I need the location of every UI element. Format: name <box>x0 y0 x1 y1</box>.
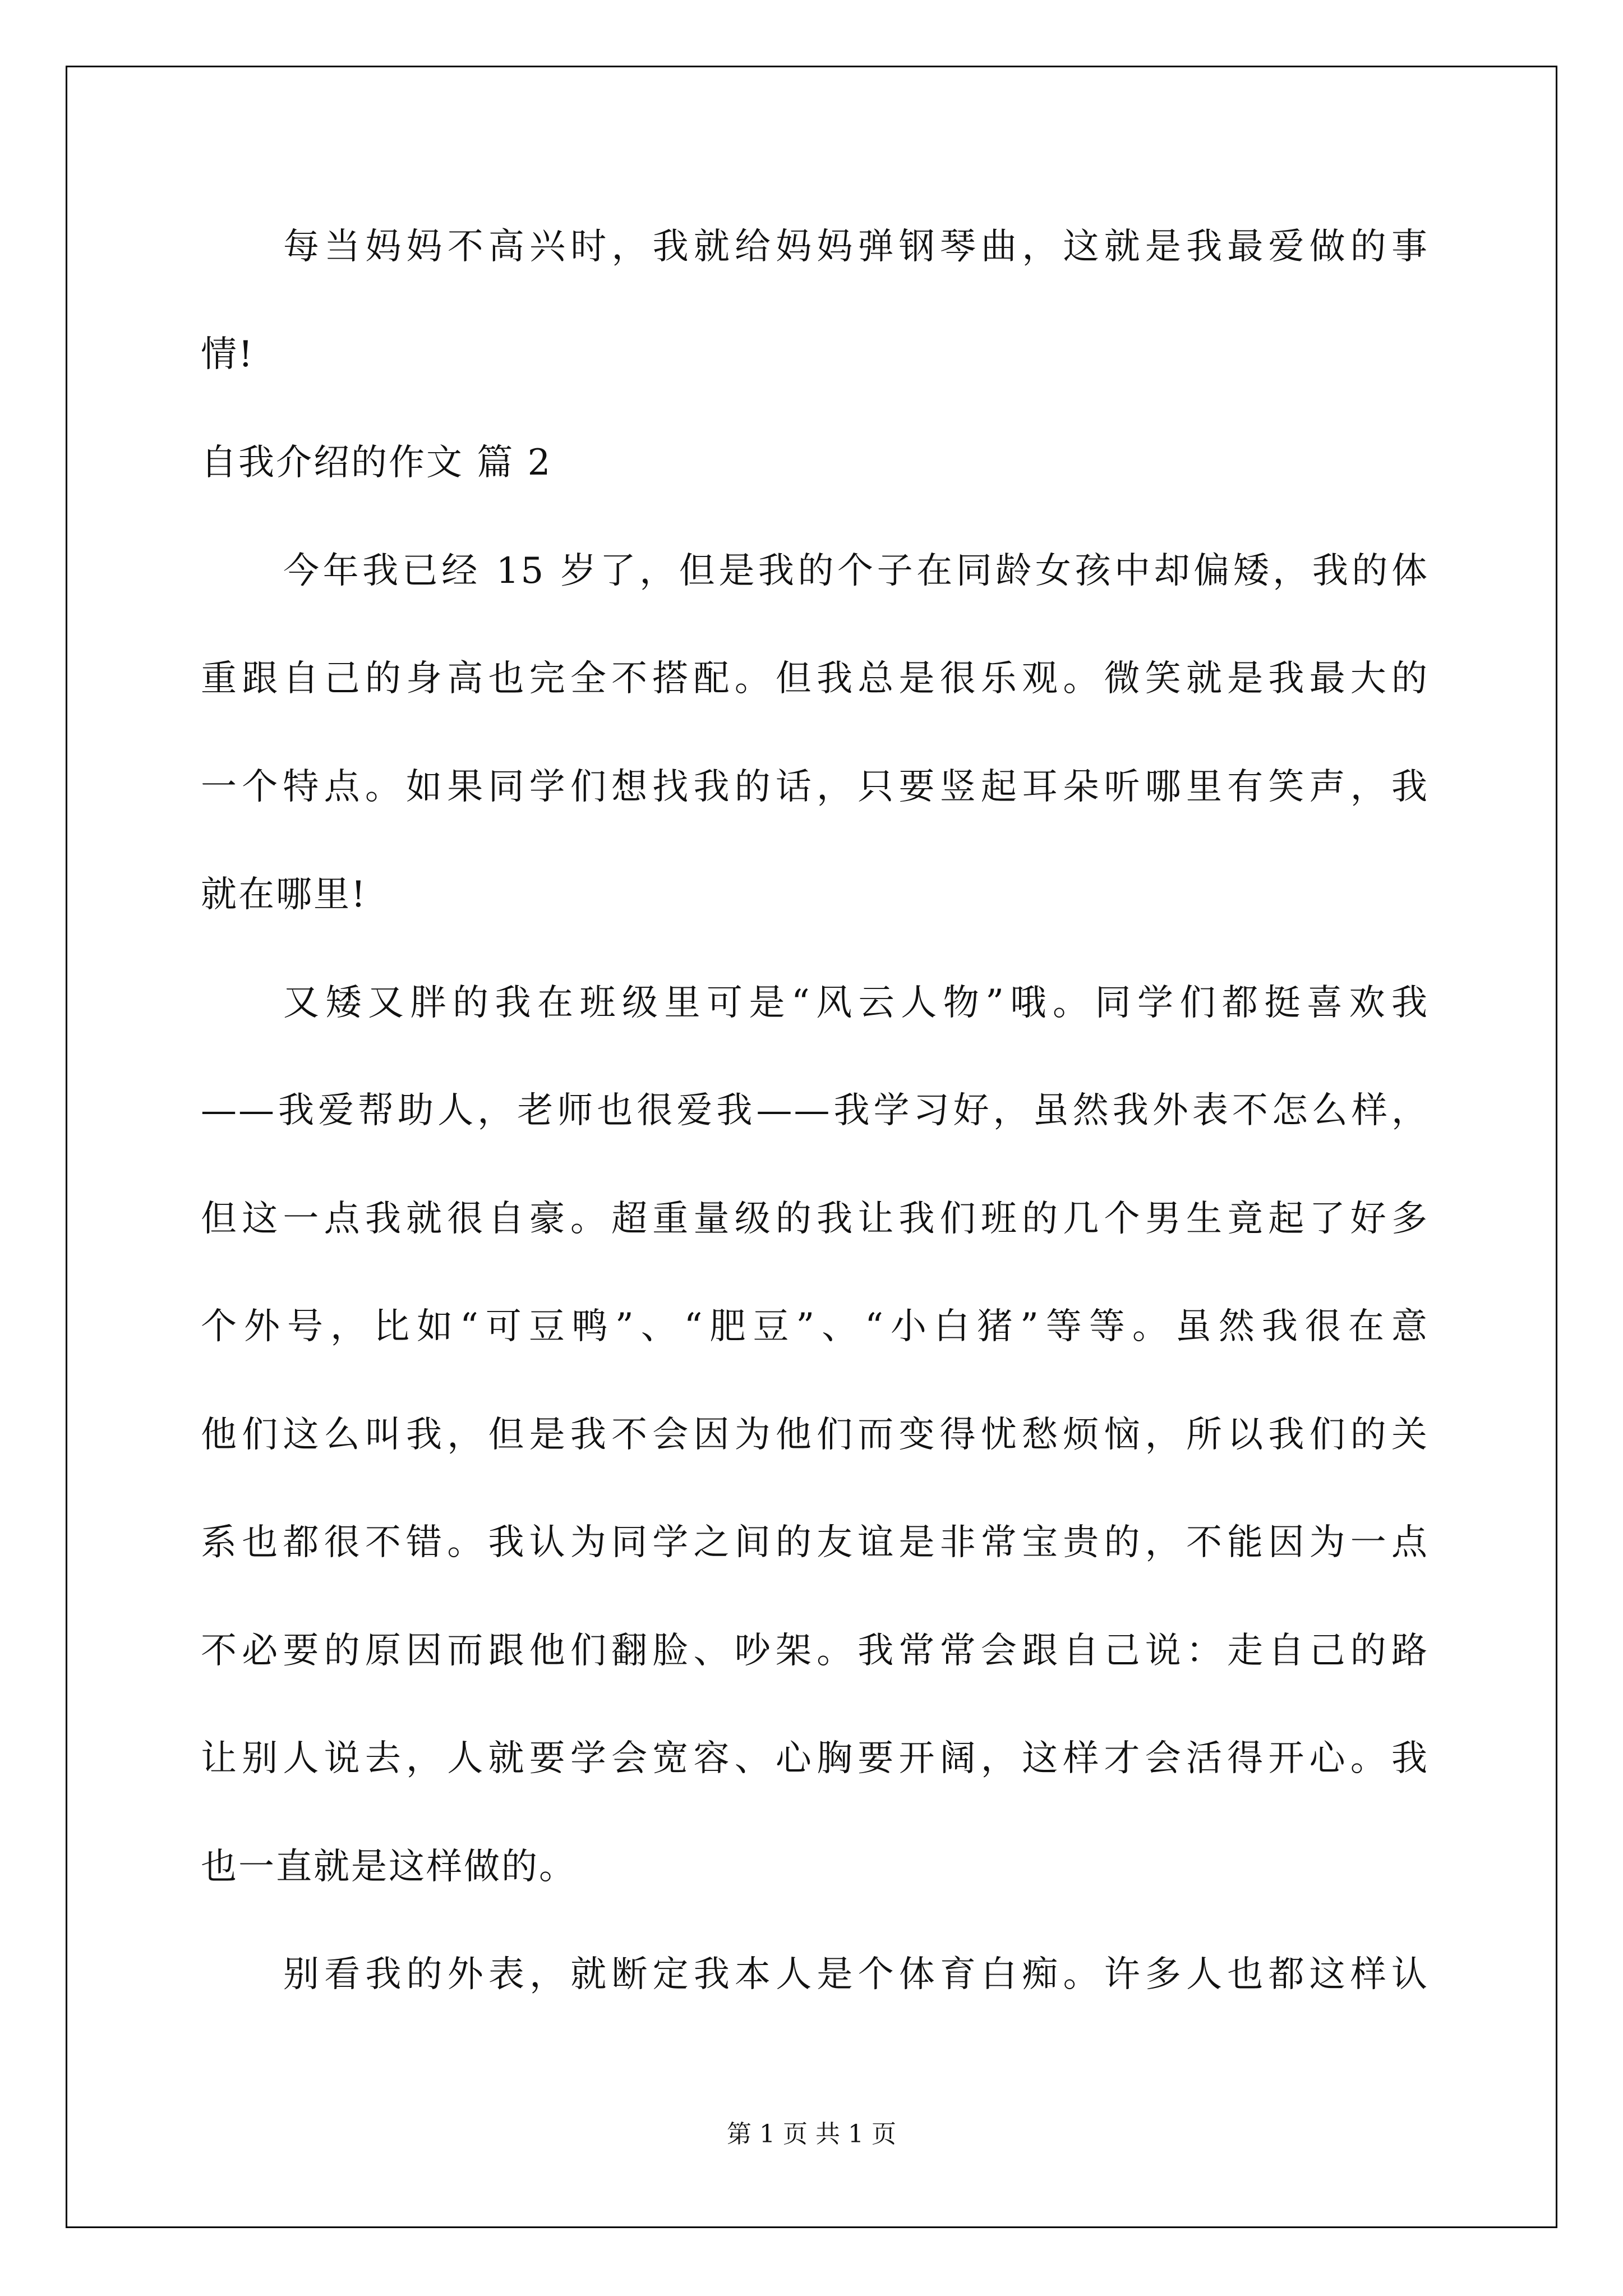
paragraph-line: 但这一点我就很自豪。超重量级的我让我们班的几个男生竟起了好多 <box>201 1198 1429 1240</box>
paragraph-line: 别看我的外表，就断定我本人是个体育白痴。许多人也都这样认 <box>283 1954 1429 1995</box>
paragraph-line: 他们这么叫我，但是我不会因为他们而变得忧愁烦恼，所以我们的关 <box>201 1414 1429 1456</box>
paragraph-line: 系也都很不错。我认为同学之间的友谊是非常宝贵的，不能因为一点 <box>201 1522 1429 1563</box>
section-heading: 自我介绍的作文 篇 2 <box>201 442 552 484</box>
paragraph-line: 也一直就是这样做的。 <box>201 1846 577 1888</box>
paragraph-line: 今年我已经 15 岁了，但是我的个子在同龄女孩中却偏矮，我的体 <box>283 550 1429 592</box>
paragraph-line: 不必要的原因而跟他们翻脸、吵架。我常常会跟自己说：走自己的路 <box>201 1630 1429 1672</box>
paragraph-line: 个外号，比如“可豆鸭”、“肥豆”、“小白猪”等等。虽然我很在意 <box>201 1306 1429 1347</box>
paragraph-line: ——我爱帮助人，老师也很爱我——我学习好，虽然我外表不怎么样， <box>201 1090 1429 1131</box>
paragraph-line: 情! <box>201 334 255 375</box>
paragraph-line: 每当妈妈不高兴时，我就给妈妈弹钢琴曲，这就是我最爱做的事 <box>283 226 1429 268</box>
paragraph-line: 让别人说去，人就要学会宽容、心胸要开阔，这样才会活得开心。我 <box>201 1738 1429 1779</box>
paragraph-line: 一个特点。如果同学们想找我的话，只要竖起耳朵听哪里有笑声，我 <box>201 766 1429 808</box>
page-number-footer: 第 1 页 共 1 页 <box>727 2120 896 2148</box>
page-border <box>66 66 1557 2228</box>
paragraph-line: 重跟自己的身高也完全不搭配。但我总是很乐观。微笑就是我最大的 <box>201 658 1429 700</box>
paragraph-line: 又矮又胖的我在班级里可是“风云人物”哦。同学们都挺喜欢我 <box>283 982 1429 1024</box>
paragraph-line: 就在哪里! <box>201 874 367 915</box>
